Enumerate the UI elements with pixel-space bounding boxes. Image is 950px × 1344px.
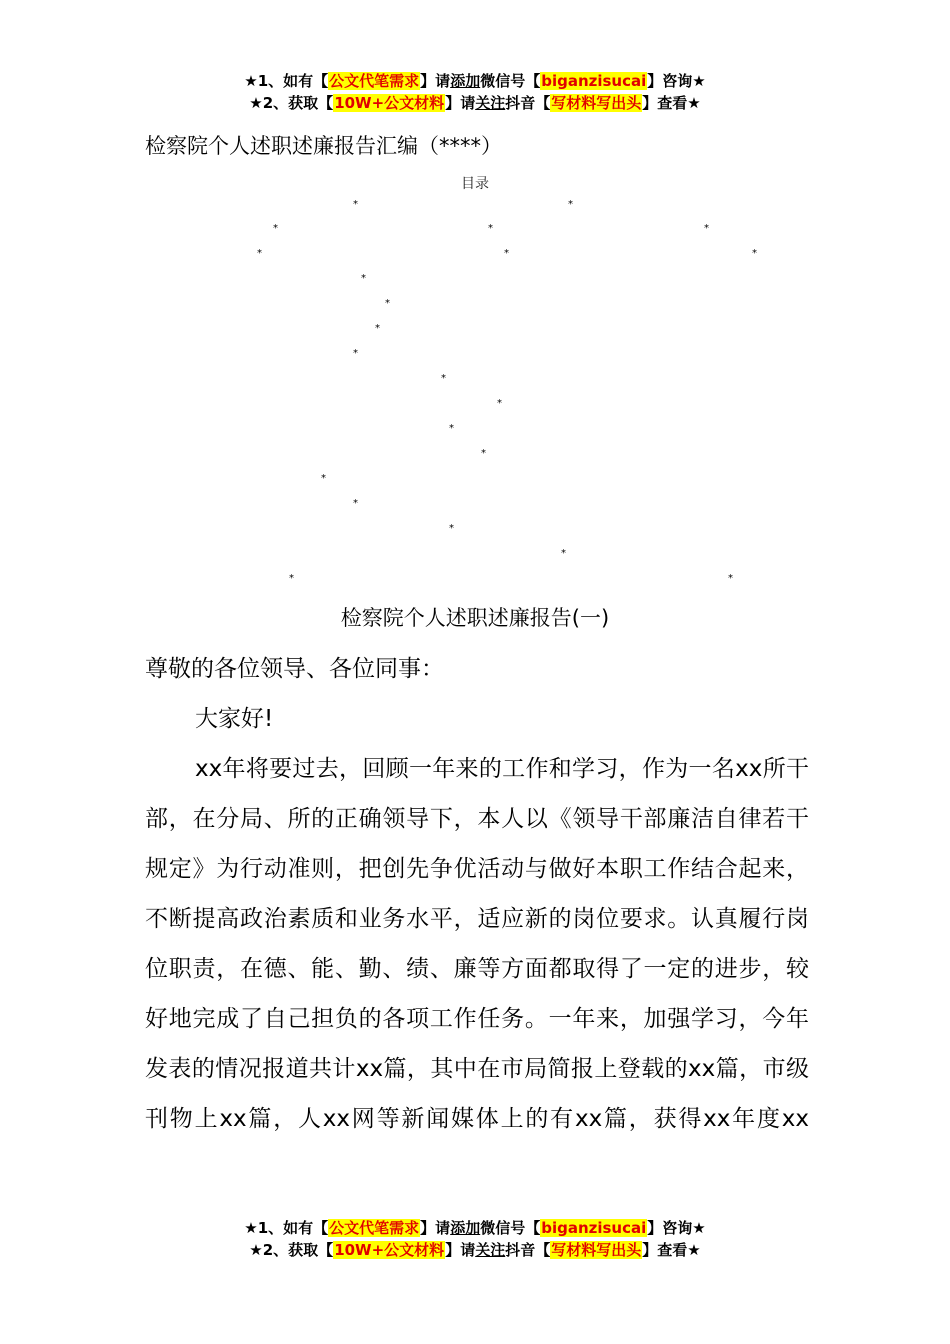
promo-highlight: 公文代笔需求	[329, 72, 420, 90]
salutation: 尊敬的各位领导、各位同事：	[145, 656, 444, 682]
promo-highlight: 10W+公文材料	[334, 94, 445, 112]
document-title: 检察院个人述职述廉报告汇编（****）	[145, 134, 502, 158]
promo-douyin-id: 写材料写出头	[551, 94, 642, 112]
toc-marker: *	[353, 199, 358, 210]
toc-marker: *	[728, 573, 733, 584]
toc-marker: *	[504, 248, 509, 259]
toc-marker: *	[385, 298, 390, 309]
toc-marker: *	[449, 423, 454, 434]
promo-line-1: ★1、如有【公文代笔需求】请添加微信号【biganzisucai】咨询★	[244, 72, 706, 90]
toc-heading: 目录	[461, 176, 489, 192]
toc-marker: *	[353, 348, 358, 359]
toc-marker: *	[488, 223, 493, 234]
promo-banner-top	[0, 70, 950, 114]
promo-wechat-id: biganzisucai	[541, 1219, 647, 1237]
toc-marker: *	[361, 273, 366, 284]
toc-marker: *	[497, 398, 502, 409]
promo-line-1: ★1、如有【公文代笔需求】请添加微信号【biganzisucai】咨询★	[244, 1219, 706, 1237]
section-title: 检察院个人述职述廉报告(一)	[340, 606, 610, 630]
promo-highlight: 公文代笔需求	[329, 1219, 420, 1237]
promo-douyin-id: 写材料写出头	[551, 1241, 642, 1259]
toc-marker: *	[449, 523, 454, 534]
toc-marker: *	[561, 548, 566, 559]
promo-line-2: ★2、获取【10W+公文材料】请关注抖音【写材料写出头】查看★	[249, 94, 701, 112]
toc-marker: *	[353, 498, 358, 509]
toc-marker: *	[441, 373, 446, 384]
toc-marker: *	[273, 223, 278, 234]
promo-line-2: ★2、获取【10W+公文材料】请关注抖音【写材料写出头】查看★	[249, 1241, 701, 1259]
toc-marker: *	[289, 573, 294, 584]
toc-marker: *	[481, 448, 486, 459]
body-paragraph: xx年将要过去，回顾一年来的工作和学习，作为一名xx所干部，在分局、所的正确领导下，本人以《领导干部廉洁自律若干规定》为行动准则，把创先争优活动与做好本职工作结合起来，不断提高政治素质和业务水平，适应新的岗位要求。认真履行岗位职责，在德、能、勤、绩、廉等方面都取得了一定的进步，较好地完成了自己担负的各项工作任务。一年来，加强学习，今年发表的情况报道共计xx篇，其中在市局简报上登载的xx篇，市级刊物上xx篇，人xx网等新闻媒体上的有xx篇，获得xx年度xx	[145, 756, 809, 1132]
promo-banner-bottom	[0, 1217, 950, 1261]
promo-highlight: 10W+公文材料	[334, 1241, 445, 1259]
toc-marker: *	[704, 223, 709, 234]
toc-marker: *	[375, 323, 380, 334]
toc-marker: *	[752, 248, 757, 259]
toc-marker: *	[257, 248, 262, 259]
toc-marker: *	[321, 473, 326, 484]
greeting: 大家好!	[195, 706, 274, 732]
promo-wechat-id: biganzisucai	[541, 72, 647, 90]
toc-marker: *	[568, 199, 573, 210]
